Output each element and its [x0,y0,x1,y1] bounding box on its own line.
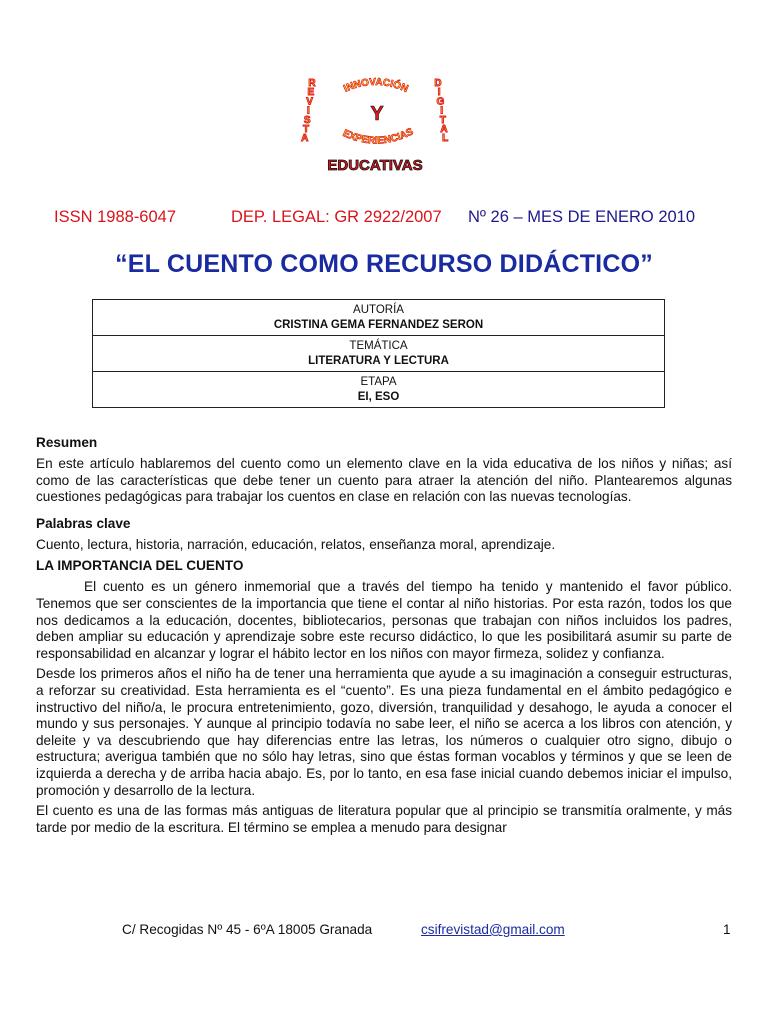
logo-word-mid: Y [370,103,384,125]
logo-left-letter: T [302,124,310,135]
issn: ISSN 1988-6047 [54,208,177,226]
logo-right-letter: D [434,78,442,89]
issue-number: Nº 26 – MES DE ENERO 2010 [468,208,696,226]
page-number: 1 [723,922,731,937]
logo-word-bottom: EXPERIENCIAS [341,126,416,147]
logo-right-letter: L [442,133,449,145]
deposito-legal: DEP. LEGAL: GR 2922/2007 [231,208,442,226]
paragraph: Desde los primeros años el niño ha de tener una herramienta que ayude a su imaginación a conseguir estructuras, a reforzar su creatividad. Esta herramienta es el “cuento”. Es una pieza fundamental en el ámbito pedagógico e instructivo del niño/a, le procura entretenimiento, gozo, diversión, tranquilidad y desahogo, le ayuda a conocer el mundo y sus personajes. Y aunque al principio todavía no sabe leer, el niño se acerca a los libros con atención, y deleite y va descubriendo que hay diferencias entre las letras, los números o cualquier otro signo, dibujo o estructura; averigua también que no sólo hay letras, sino que éstas forman vocablos y términos y que se leen de izquierda a derecha y de arriba hacia abajo. Es, por lo tanto, en esa fase inicial cuando debemos iniciar el impulso, promoción y desarrollo de la lectura. [36,666,732,798]
resumen-heading: Resumen [36,435,98,450]
logo-word-banner: EDUCATIVAS [327,157,423,174]
article-title: “EL CUENTO COMO RECURSO DIDÁCTICO” [115,250,653,278]
importancia-heading: LA IMPORTANCIA DEL CUENTO [36,558,244,574]
article-info-table [92,299,665,408]
logo-left-letter: I [307,105,310,117]
palabras-clave-text: Cuento, lectura, historia, narración, educación, relatos, enseñanza moral, aprendizaje. [36,536,556,552]
footer-email-link[interactable]: csifrevistad@gmail.com [421,922,565,937]
logo-left-letter: R [308,78,316,89]
logo-right-letter: I [440,105,443,117]
logo-right-letter: A [440,124,448,135]
info-row-autoria [93,300,664,336]
logo-word-top: INNOVACIÓN [342,76,410,95]
logo-right-letter: T [439,114,446,126]
info-label: TEMÁTICA [349,339,408,352]
resumen-text: En este artículo hablaremos del cuento como un elemento clave en la vida educativa de los niños y niñas; así como de las características que debe tener un cuento para atraer la atención del niño. Plantearemos algunas cuestiones pedagógicas para trabajar los cuentos en clase en relación con las nuevas tecnologías. [36,456,732,505]
article-body [36,434,732,836]
logo-left-letter: A [301,133,309,145]
paragraph: El cuento es un género inmemorial que a través del tiempo ha tenido y mantenido el favor público. Tenemos que ser conscientes de la importancia que tiene el contar al niño historias. Por esta razón, todos los que nos dedicamos a la educación, docentes, bibliotecarios, personas que trabajan con niños incluidos los padres, deben ampliar su educación y aprendizaje sobre este recurso didáctico, lo que les posibilitará asumir su parte de responsabilidad en alcanzar y lograr el hábito lector en los niños con mayor firmeza, solidez y confianza. [36,579,732,661]
info-label: ETAPA [360,375,397,388]
info-row-tematica [93,336,664,372]
logo-right-letter: G [436,96,445,108]
footer-address: C/ Recogidas Nº 45 - 6ºA 18005 Granada [122,922,373,937]
info-value: CRISTINA GEMA FERNANDEZ SERON [273,318,484,331]
logo-left-letter: S [303,114,311,126]
logo-left-letter: E [307,87,315,99]
info-value: EI, ESO [357,390,400,403]
logo-left-letter: V [306,96,313,108]
info-row-etapa [93,372,664,407]
palabras-clave-heading: Palabras clave [36,515,131,531]
logo-right-letter: I [437,87,441,99]
info-label: AUTORÍA [353,303,404,316]
paragraph: El cuento es una de las formas más antiguas de literatura popular que al principio se transmitía oralmente, y más tarde por medio de la escritura. El término se emplea a menudo para designar [36,803,732,835]
revista-logo [290,72,460,182]
info-value: LITERATURA Y LECTURA [308,354,449,367]
